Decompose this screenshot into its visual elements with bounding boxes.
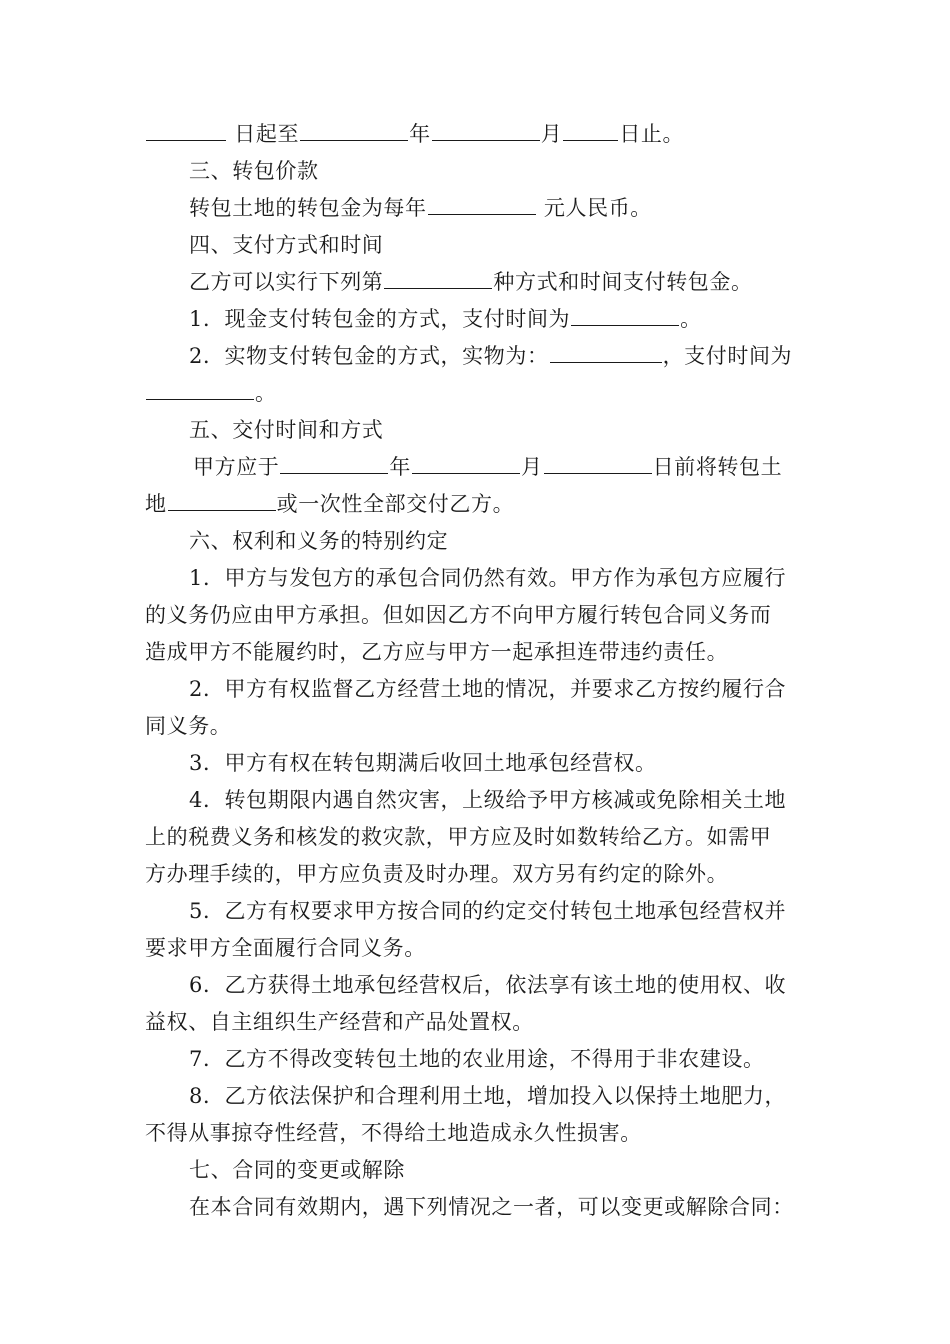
text-line: 转包土地的转包金为每年 元人民币。 bbox=[145, 190, 810, 227]
fill-blank[interactable] bbox=[280, 449, 388, 474]
text-line: 不得从事掠夺性经营，不得给土地造成永久性损害。 bbox=[145, 1121, 642, 1145]
text-line: 益权、自主组织生产经营和产品处置权。 bbox=[145, 1010, 534, 1034]
text-line: 1．甲方与发包方的承包合同仍然有效。甲方作为承包方应履行 bbox=[189, 566, 787, 590]
text-line: 2．实物支付转包金的方式，实物为： ，支付时间为 bbox=[145, 338, 810, 375]
text-line: 甲方应于 年 月 日前将转包土 bbox=[145, 449, 810, 486]
text-line: 6．乙方获得土地承包经营权后，依法享有该土地的使用权、收 bbox=[189, 973, 787, 997]
document-body bbox=[145, 116, 810, 1226]
text-line: 1．现金支付转包金的方式，支付时间为 。 bbox=[145, 301, 810, 338]
section-heading: 四、支付方式和时间 bbox=[189, 233, 384, 257]
fill-blank[interactable] bbox=[544, 449, 652, 474]
section-heading: 七、合同的变更或解除 bbox=[189, 1158, 405, 1182]
text-line: 上的税费义务和核发的救灾款，甲方应及时如数转给乙方。如需甲 bbox=[145, 825, 772, 849]
fill-blank[interactable] bbox=[428, 190, 536, 215]
text-line: 3．甲方有权在转包期满后收回土地承包经营权。 bbox=[189, 751, 657, 775]
fill-blank[interactable] bbox=[563, 116, 618, 141]
text-line: 在本合同有效期内，遇下列情况之一者，可以变更或解除合同： bbox=[189, 1195, 794, 1219]
fill-blank[interactable] bbox=[384, 264, 492, 289]
text-line: 乙方可以实行下列第 种方式和时间支付转包金。 bbox=[145, 264, 810, 301]
text-line: 造成甲方不能履约时，乙方应与甲方一起承担连带违约责任。 bbox=[145, 640, 729, 664]
text-line: 日起至 年 月 日止。 bbox=[145, 116, 810, 153]
text-line: 5．乙方有权要求甲方按合同的约定交付转包土地承包经营权并 bbox=[189, 899, 787, 923]
fill-blank[interactable] bbox=[300, 116, 408, 141]
text-line: 8．乙方依法保护和合理利用土地，增加投入以保持土地肥力， bbox=[189, 1084, 787, 1108]
fill-blank[interactable] bbox=[571, 301, 679, 326]
fill-blank[interactable] bbox=[432, 116, 540, 141]
fill-blank[interactable] bbox=[168, 486, 276, 511]
text-line: 7．乙方不得改变转包土地的农业用途，不得用于非农建设。 bbox=[189, 1047, 765, 1071]
text-line: 2．甲方有权监督乙方经营土地的情况，并要求乙方按约履行合 bbox=[189, 677, 787, 701]
text-line: 地 或一次性全部交付乙方。 bbox=[145, 486, 810, 523]
fill-blank[interactable] bbox=[146, 116, 226, 141]
text-line: 的义务仍应由甲方承担。但如因乙方不向甲方履行转包合同义务而 bbox=[145, 603, 772, 627]
fill-blank[interactable] bbox=[550, 338, 662, 363]
section-heading: 三、转包价款 bbox=[189, 159, 319, 183]
section-heading: 五、交付时间和方式 bbox=[189, 418, 384, 442]
text-line: 4．转包期限内遇自然灾害，上级给予甲方核减或免除相关土地 bbox=[189, 788, 787, 812]
text-line: 同义务。 bbox=[145, 714, 232, 738]
text-line: 要求甲方全面履行合同义务。 bbox=[145, 936, 426, 960]
text-line: 方办理手续的，甲方应负责及时办理。双方另有约定的除外。 bbox=[145, 862, 729, 886]
text-line: 。 bbox=[145, 375, 810, 412]
section-heading: 六、权利和义务的特别约定 bbox=[189, 529, 449, 553]
fill-blank[interactable] bbox=[412, 449, 520, 474]
fill-blank[interactable] bbox=[146, 375, 254, 400]
